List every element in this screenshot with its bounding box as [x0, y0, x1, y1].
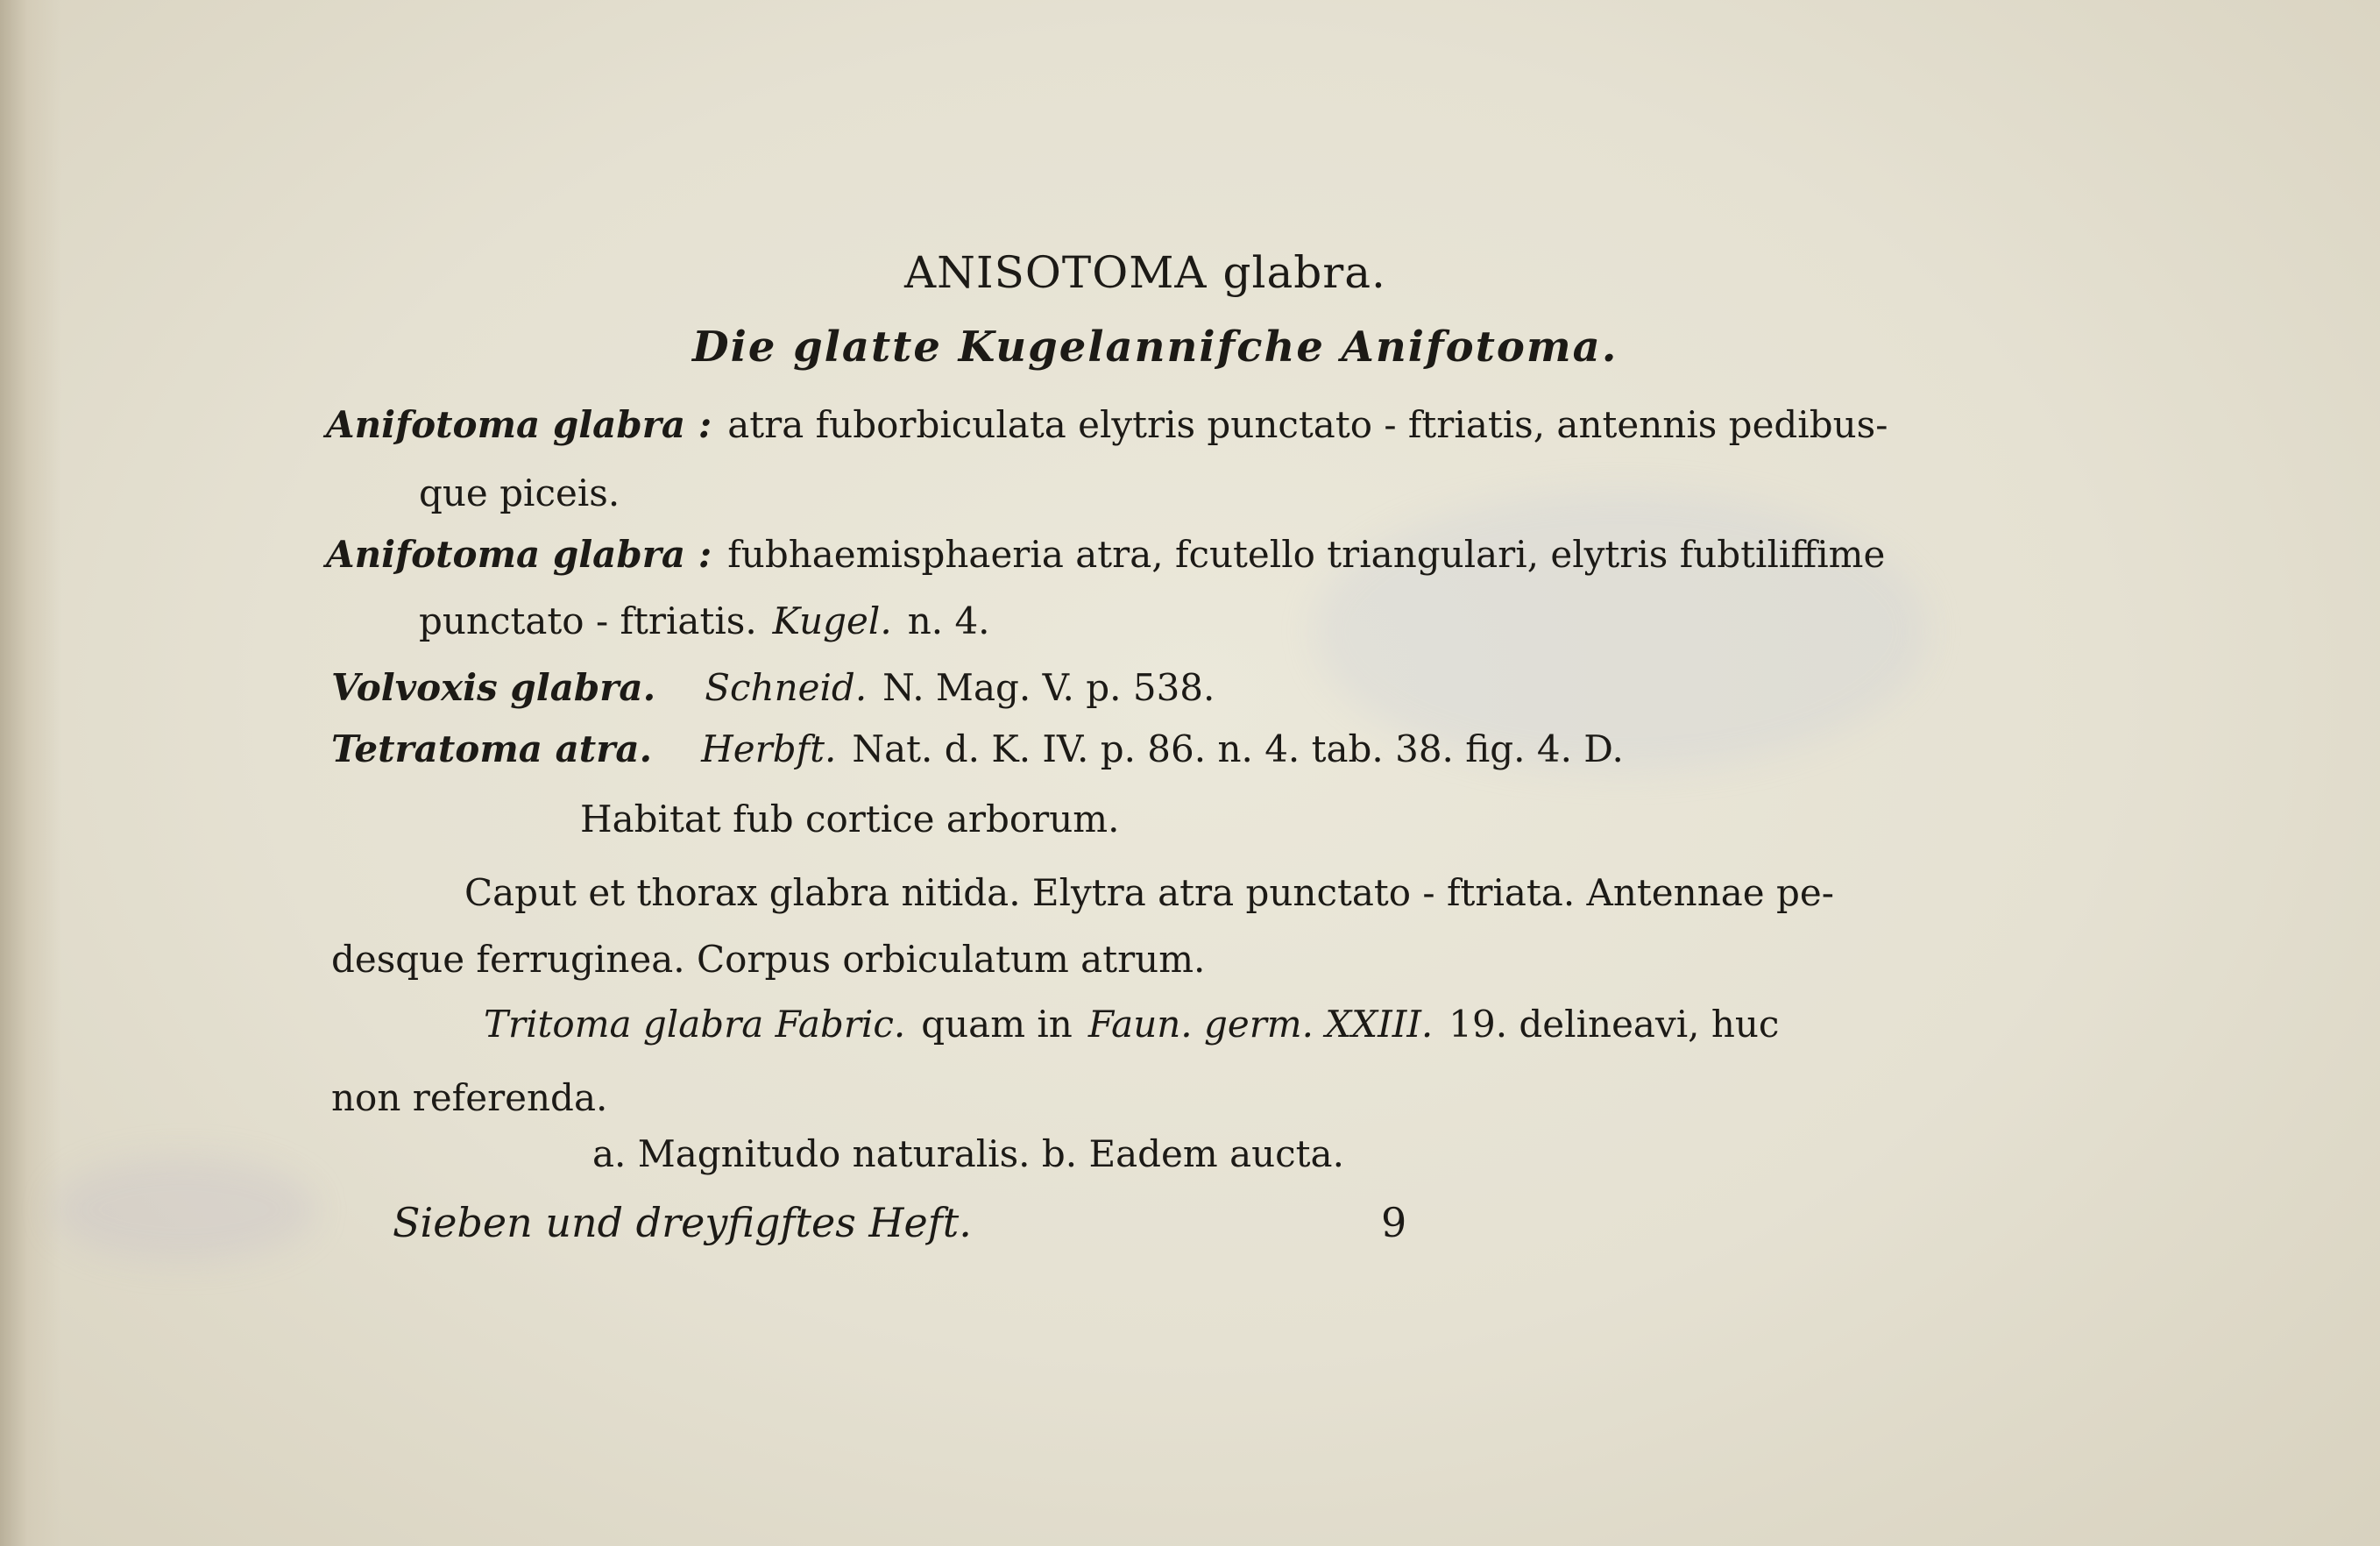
- synonym-1: [326, 403, 1888, 446]
- habitat: Habitat fub cortice arborum.: [580, 798, 1120, 840]
- synonym-4-name: Tetratoma atra.: [331, 727, 653, 770]
- genus-name: ANISOTOMA: [904, 247, 1208, 298]
- page-title: [904, 247, 1386, 298]
- note-name: Tritoma glabra Fabric.: [484, 1003, 906, 1046]
- synonym-1-name: Anifotoma glabra :: [326, 403, 712, 446]
- note-mid: quam in: [921, 1003, 1073, 1046]
- synonym-3-text: N. Mag. V. p. 538.: [882, 666, 1215, 709]
- description-line-2: desque ferruginea. Corpus orbiculatum atrum.: [331, 938, 1206, 981]
- page-subtitle: Die glatte Kugelannifche Anifotoma.: [692, 323, 1619, 372]
- species-name: glabra.: [1222, 247, 1386, 298]
- synonym-4-text: Nat. d. K. IV. p. 86. n. 4. tab. 38. fig. 4. D.: [852, 727, 1624, 770]
- ink-smudge: [53, 1157, 315, 1262]
- synonym-4: [331, 727, 1624, 770]
- figure-caption: a. Magnitudo naturalis. b. Eadem aucta.: [592, 1132, 1344, 1175]
- synonym-1-text: atra fuborbiculata elytris punctato - ftriatis, antennis pedibus-: [727, 403, 1888, 446]
- synonym-2-cont: punctato - ftriatis.: [419, 599, 757, 642]
- spine-shadow: [0, 0, 61, 1546]
- page-number: 9: [1381, 1199, 1407, 1246]
- synonym-2-cite-rest: n. 4.: [907, 599, 990, 642]
- synonym-4-cite: Herbft.: [701, 727, 837, 770]
- synonym-3-name: Volvoxis glabra.: [331, 666, 656, 709]
- note-line-2: non referenda.: [331, 1076, 608, 1119]
- synonym-2: [326, 533, 1886, 576]
- synonym-2-text: fubhaemisphaeria atra, fcutello triangulari, elytris fubtiliffime: [727, 533, 1886, 576]
- synonym-2-cite: Kugel.: [772, 599, 892, 642]
- synonym-3: [331, 666, 1215, 709]
- note-line-1: [484, 1003, 1780, 1046]
- synonym-2-name: Anifotoma glabra :: [326, 533, 712, 576]
- note-rest: 19. delineavi, huc: [1449, 1003, 1780, 1046]
- synonym-3-cite: Schneid.: [705, 666, 868, 709]
- synonym-2-continuation: [419, 599, 990, 642]
- description-line-1: Caput et thorax glabra nitida. Elytra atra punctato - ftriata. Antennae pe-: [464, 871, 1834, 914]
- signature-mark: Sieben und dreyfigftes Heft.: [393, 1199, 972, 1246]
- note-ref: Faun. germ. XXIII.: [1087, 1003, 1434, 1046]
- synonym-1-continuation: que piceis.: [419, 472, 620, 514]
